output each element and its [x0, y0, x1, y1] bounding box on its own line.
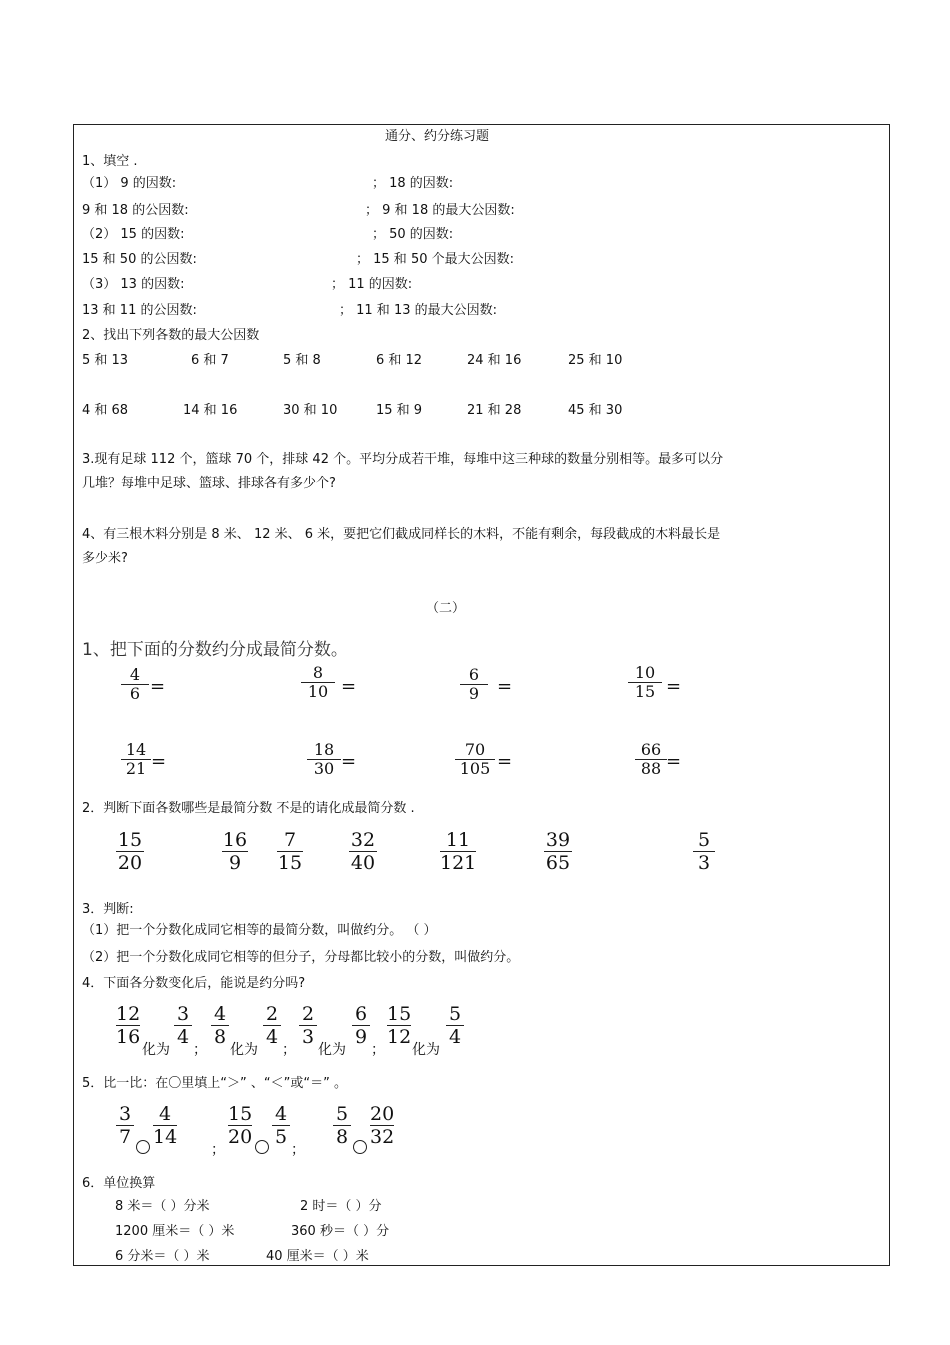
fraction: 3 7 — [116, 1103, 134, 1148]
fraction: 7 15 — [277, 829, 303, 874]
separator: ； — [371, 1042, 385, 1058]
equals-sign: = — [497, 751, 513, 772]
part1-line: （1） 9 的因数: — [82, 176, 177, 191]
s2-q3-heading: 3．判断: — [82, 902, 134, 917]
fraction: 66 88 — [635, 741, 667, 778]
fraction: 6 9 — [352, 1003, 370, 1048]
part1-line: ； 50 的因数: — [372, 227, 454, 242]
convert-word: 化为 — [142, 1042, 170, 1058]
equals-sign: = — [666, 751, 682, 772]
unit-conversion: 2 时＝（ ）分 — [300, 1199, 382, 1214]
fraction: 10 15 — [628, 664, 662, 701]
question-4-line: 4、有三根木料分别是 8 米、 12 米、 6 米，要把它们截成同样长的木料，不能有剩余，每段截成的木料最长是 — [82, 527, 721, 542]
fraction: 15 12 — [387, 1003, 412, 1048]
part1-line: 13 和 11 的公因数: — [82, 303, 197, 318]
gcd-pair: 30 和 10 — [283, 403, 338, 418]
s2-q3-line: （2）把一个分数化成同它相等的但分子，分母都比较小的分数，叫做约分。 — [82, 950, 520, 965]
equals-sign: = — [341, 676, 357, 697]
s2-q2-heading: 2．判断下面各数哪些是最简分数 不是的请化成最简分数 . — [82, 801, 415, 816]
fraction: 11 121 — [440, 829, 477, 874]
gcd-pair: 5 和 8 — [283, 353, 321, 368]
unit-conversion: 1200 厘米＝（ ）米 — [115, 1224, 235, 1239]
equals-sign: = — [341, 751, 357, 772]
gcd-pair: 6 和 12 — [376, 353, 423, 368]
question-3-line: 3.现有足球 112 个，篮球 70 个，排球 42 个。平均分成若干堆，每堆中这三种球的数量分别相等。最多可以分 — [82, 452, 724, 467]
part1-line: ； 11 和 13 的最大公因数: — [339, 303, 497, 318]
equals-sign: = — [151, 751, 167, 772]
gcd-pair: 15 和 9 — [376, 403, 423, 418]
convert-word: 化为 — [318, 1042, 346, 1058]
equals-sign: = — [666, 676, 682, 697]
fraction: 18 30 — [307, 741, 341, 778]
s2-q4-heading: 4．下面各分数变化后，能说是约分吗? — [82, 976, 306, 991]
section-2-title: （二） — [426, 601, 466, 616]
fraction: 32 40 — [350, 829, 376, 874]
fraction: 20 32 — [370, 1103, 395, 1148]
compare-circle[interactable] — [136, 1139, 150, 1155]
convert-word: 化为 — [230, 1042, 258, 1058]
part1-line: ； 9 和 18 的最大公因数: — [365, 203, 515, 218]
gcd-pair: 45 和 30 — [568, 403, 623, 418]
gcd-pair: 4 和 68 — [82, 403, 129, 418]
part1-line: 9 和 18 的公因数: — [82, 203, 189, 218]
convert-word: 化为 — [412, 1042, 440, 1058]
fraction: 4 6 — [121, 666, 149, 703]
part1-line: （2） 15 的因数: — [82, 227, 185, 242]
fraction: 8 10 — [301, 664, 335, 701]
fraction: 39 65 — [545, 829, 571, 874]
separator: ； — [193, 1042, 207, 1058]
fraction: 70 105 — [455, 741, 495, 778]
question-4-line: 多少米? — [82, 551, 128, 566]
part1-line: ； 15 和 50 个最大公因数: — [356, 252, 514, 267]
equals-sign: = — [497, 676, 513, 697]
separator: ； — [211, 1142, 225, 1158]
fraction: 5 8 — [333, 1103, 351, 1148]
unit-conversion: 40 厘米＝（ ）米 — [266, 1249, 369, 1264]
s2-q1-heading: 1、把下面的分数约分成最简分数。 — [82, 640, 348, 660]
unit-conversion: 8 米＝（ ）分米 — [115, 1199, 210, 1214]
gcd-pair: 25 和 10 — [568, 353, 623, 368]
part1-line: ； 18 的因数: — [372, 176, 454, 191]
gcd-pair: 21 和 28 — [467, 403, 522, 418]
fraction: 4 5 — [272, 1103, 290, 1148]
gcd-pair: 5 和 13 — [82, 353, 129, 368]
fraction: 14 21 — [121, 741, 151, 778]
compare-circle[interactable] — [353, 1139, 367, 1155]
part1-line: （3） 13 的因数: — [82, 277, 185, 292]
part1-heading: 1、填空 . — [82, 154, 138, 169]
separator: ； — [282, 1042, 296, 1058]
part1-line: ； 11 的因数: — [331, 277, 413, 292]
fraction: 4 14 — [153, 1103, 178, 1148]
fraction: 12 16 — [116, 1003, 141, 1048]
fraction: 2 3 — [299, 1003, 317, 1048]
page-title: 通分、约分练习题 — [385, 129, 490, 144]
s2-q6-heading: 6．单位换算 — [82, 1176, 156, 1191]
s2-q3-line: （1）把一个分数化成同它相等的最简分数，叫做约分。 （ ） — [82, 923, 437, 938]
fraction: 3 4 — [174, 1003, 192, 1048]
fraction: 6 9 — [460, 666, 488, 703]
unit-conversion: 6 分米＝（ ）米 — [115, 1249, 210, 1264]
fraction: 5 4 — [446, 1003, 464, 1048]
part2-heading: 2、找出下列各数的最大公因数 — [82, 328, 260, 343]
gcd-pair: 6 和 7 — [191, 353, 229, 368]
unit-conversion: 360 秒＝（ ）分 — [291, 1224, 390, 1239]
fraction: 15 20 — [117, 829, 143, 874]
compare-circle[interactable] — [255, 1139, 269, 1155]
gcd-pair: 14 和 16 — [183, 403, 238, 418]
equals-sign: = — [150, 676, 166, 697]
fraction: 15 20 — [228, 1103, 253, 1148]
gcd-pair: 24 和 16 — [467, 353, 522, 368]
fraction: 5 3 — [693, 829, 715, 874]
fraction: 16 9 — [222, 829, 248, 874]
part1-line: 15 和 50 的公因数: — [82, 252, 197, 267]
question-3-line: 几堆？每堆中足球、篮球、排球各有多少个? — [82, 476, 336, 491]
separator: ； — [291, 1142, 305, 1158]
s2-q5-heading: 5．比一比：在〇里填上“＞” 、“＜”或“＝” 。 — [82, 1076, 347, 1091]
fraction: 2 4 — [263, 1003, 281, 1048]
fraction: 4 8 — [211, 1003, 229, 1048]
